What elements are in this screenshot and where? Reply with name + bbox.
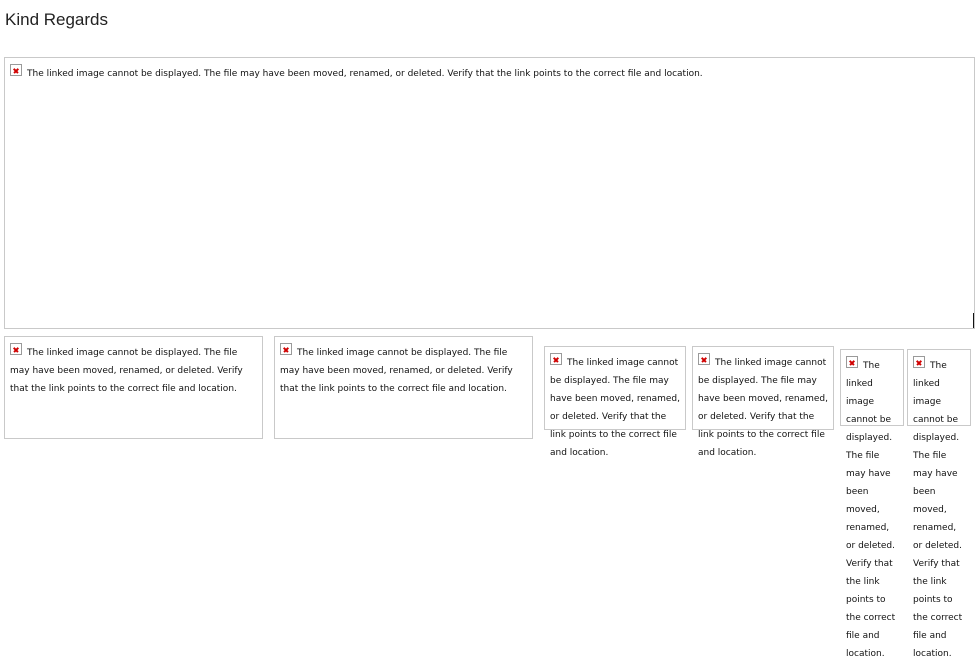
broken-image-message: The linked image cannot be displayed. The file may have been moved, renamed, or deleted. Verify that the link points to the correct file and location. — [698, 358, 829, 458]
broken-image-2 — [274, 336, 533, 439]
broken-image-icon — [550, 353, 562, 365]
broken-image-6 — [907, 349, 971, 659]
broken-image-icon — [846, 356, 858, 368]
broken-image-icon — [698, 353, 710, 365]
broken-image-message: The linked image cannot be displayed. The file may have been moved, renamed, or deleted. Verify that the link points to the correct file and location. — [280, 348, 513, 394]
broken-image-banner — [4, 57, 975, 329]
broken-image-3 — [544, 346, 686, 458]
broken-image-message: The linked image cannot be displayed. The file may have been moved, renamed, or deleted. Verify that the link points to the correct file and location. — [846, 361, 896, 659]
broken-image-icon — [10, 64, 22, 76]
broken-image-message: The linked image cannot be displayed. The file may have been moved, renamed, or deleted. Verify that the link points to the correct file and location. — [550, 358, 681, 458]
broken-image-icon — [280, 343, 292, 355]
text-cursor — [973, 313, 974, 328]
broken-image-4 — [692, 346, 834, 458]
broken-image-message: The linked image cannot be displayed. The file may have been moved, renamed, or deleted. Verify that the link points to the correct file and location. — [10, 348, 243, 394]
broken-image-icon — [10, 343, 22, 355]
broken-image-1 — [4, 336, 263, 439]
broken-image-message: The linked image cannot be displayed. The file may have been moved, renamed, or deleted. Verify that the link points to the correct file and location. — [913, 361, 963, 659]
broken-image-icon — [913, 356, 925, 368]
signature-greeting: Kind Regards — [5, 10, 109, 29]
broken-image-5 — [840, 349, 904, 659]
broken-image-message: The linked image cannot be displayed. The file may have been moved, renamed, or deleted. Verify that the link points to the correct file and location. — [27, 69, 703, 79]
